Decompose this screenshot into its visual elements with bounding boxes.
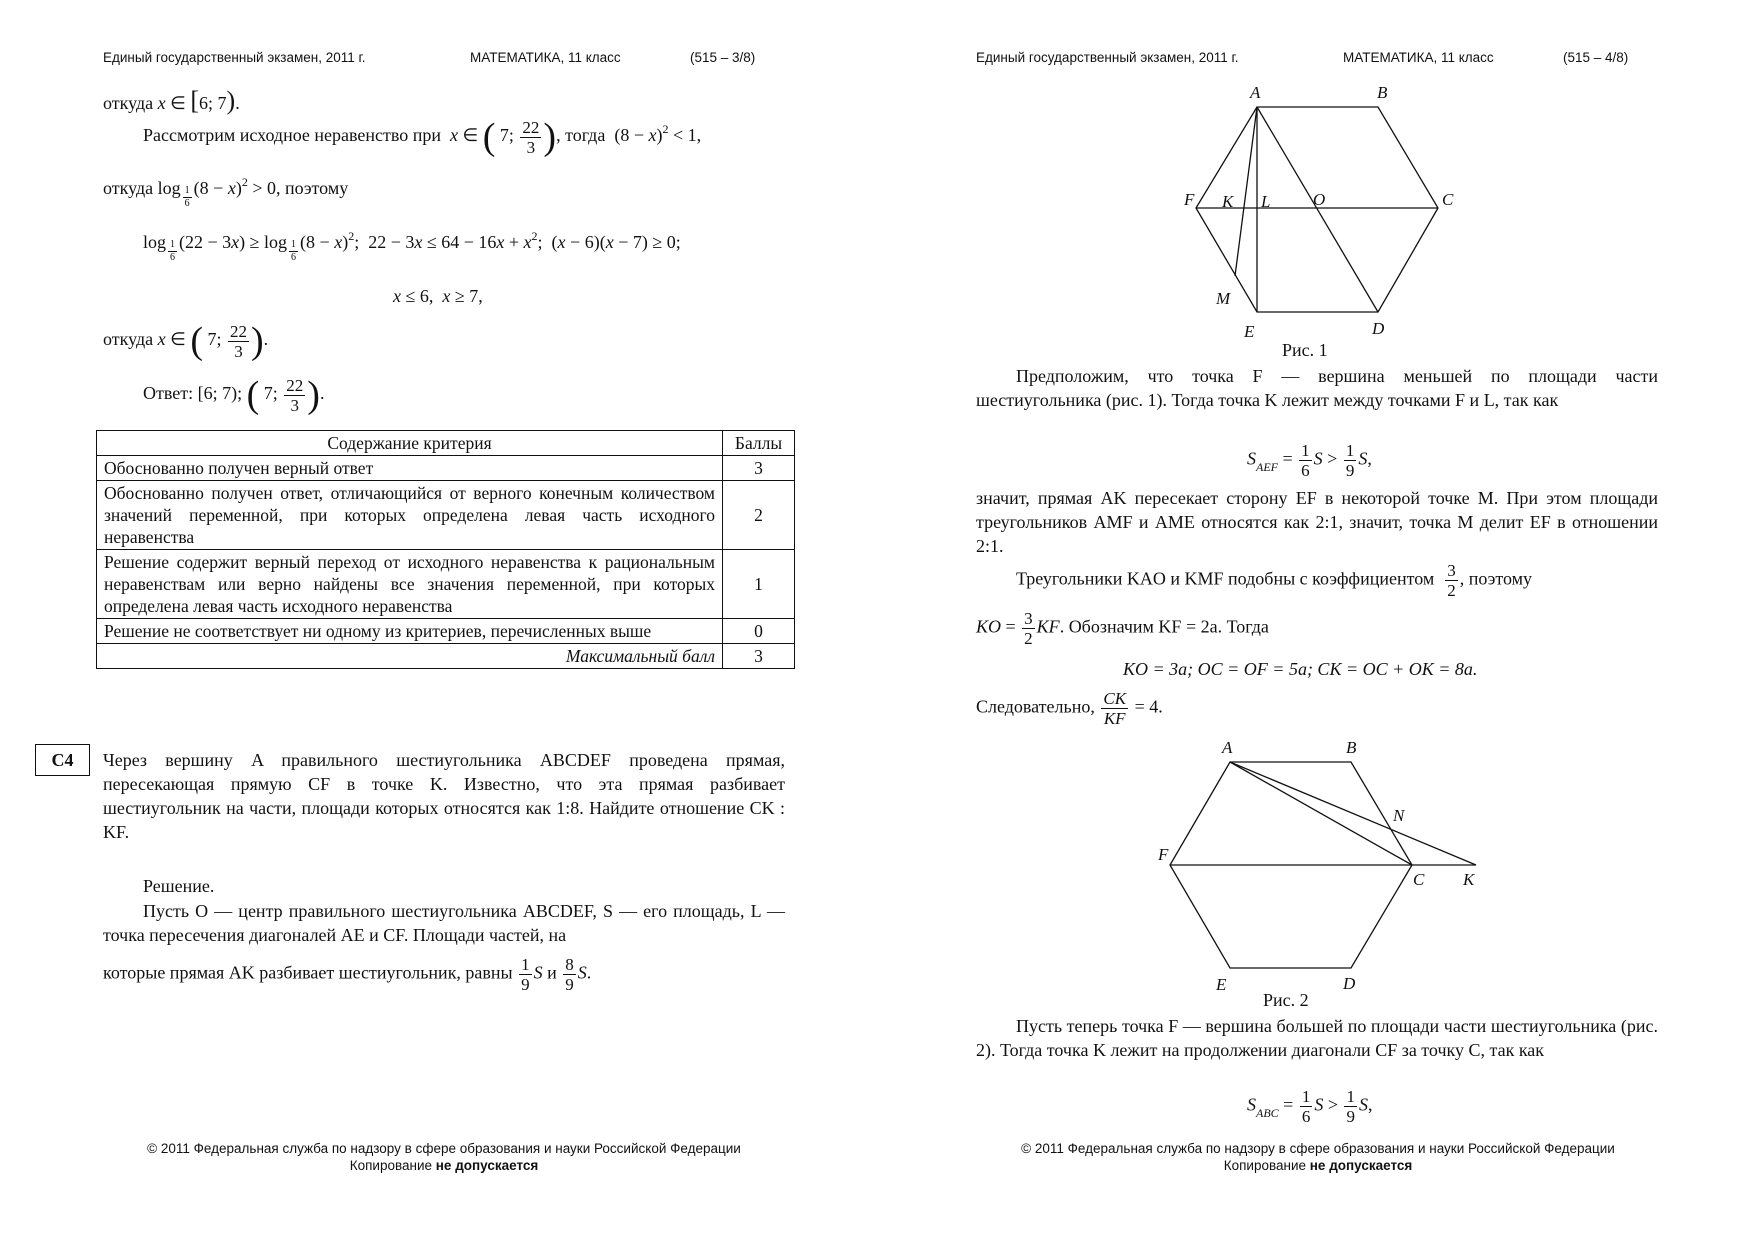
fig1-diagonal-ad <box>1257 107 1378 312</box>
fig2-label-a: A <box>1222 738 1233 757</box>
fig2-label-e: E <box>1216 975 1227 994</box>
criteria-max-label: Максимальный балл <box>97 644 723 669</box>
fig1-label-k: K <box>1222 192 1234 211</box>
fig1-label-o: O <box>1313 190 1326 209</box>
criteria-max-score: 3 <box>723 644 795 669</box>
task-label: C4 <box>35 744 90 776</box>
fig2-label-b: B <box>1346 738 1357 757</box>
criteria-score: 1 <box>723 550 795 619</box>
right-paragraph-5: Пусть теперь точка F — вершина большей по площади части шестиугольника (рис. 2). Тогда точка K лежит на продолжении диагонали CF за точку C, так как <box>976 1016 1658 1060</box>
criteria-table <box>96 430 795 669</box>
fig2-line-ak <box>1230 762 1476 865</box>
right-paragraph-2: значит, прямая AK пересекает сторону EF в некоторой точке M. При этом площади треугольников AMF и AME относятся как 2:1, значит, точка M делит EF в отношении 2:1. <box>976 488 1658 556</box>
right-paragraph-4: KO = $\frac{3}{2}$ KF. Обозначим KF = 2a. Тогда <box>976 609 1269 648</box>
left-line-6: откуда x ∈ ( 7; $\frac{22}{3}$ ). <box>103 320 269 362</box>
criteria-score: 3 <box>723 456 795 481</box>
fig2-diagonal-ac <box>1230 762 1412 865</box>
fig2-label-d: D <box>1343 974 1356 993</box>
criteria-text: Обоснованно получен ответ, отличающийся от верного конечным количеством значений переменной, при которых определена левая часть исходного неравенства <box>97 481 723 550</box>
left-line-5-solution-set: x ≤ 6, x ≥ 7, <box>393 286 483 306</box>
table-row <box>97 481 795 550</box>
fig1-label-e: E <box>1244 322 1255 341</box>
solution-paragraph-2: которые прямая AK разбивает шестиугольник, равны $\frac{1}{9}$ S и $\frac{8}{9}$ S. <box>103 955 592 994</box>
figure-2-hexagon <box>1150 735 1490 1010</box>
solution-paragraph-1: Пусть O — центр правильного шестиугольника ABCDEF, S — его площадь, L — точка пересечения диагоналей AE и CF. Площади частей, на <box>103 901 785 945</box>
fig2-caption: Рис. 2 <box>1263 990 1309 1010</box>
right-header-exam: Единый государственный экзамен, 2011 г. <box>976 50 1239 65</box>
fig1-label-m: M <box>1216 289 1231 308</box>
right-footer-copyright: © 2011 Федеральная служба по надзору в сфере образования и науки Российской Федерации <box>1021 1141 1615 1156</box>
left-header-code: (515 – 3/8) <box>690 50 756 65</box>
fig2-label-c: C <box>1413 870 1425 889</box>
fig2-label-f: F <box>1158 845 1169 864</box>
right-conclusion: Следовательно, $\frac{CK}{KF}$ = 4. <box>976 689 1163 728</box>
fig1-label-f: F <box>1184 190 1195 209</box>
solution-title: Решение. <box>143 876 215 896</box>
left-footer-copyright: © 2011 Федеральная служба по надзору в сфере образования и науки Российской Федерации <box>147 1141 741 1156</box>
right-paragraph-1: Предположим, что точка F — вершина меньшей по площади части шестиугольника (рис. 1). Тогда точка K лежит между точками F и L, так как <box>976 366 1658 410</box>
criteria-text: Решение не соответствует ни одному из критериев, перечисленных выше <box>97 619 723 644</box>
left-line-2: Рассмотрим исходное неравенство при x ∈ ( 7; $\frac{22}{3}$ ), тогда $(8 - x)^2 < 1$, <box>143 116 702 158</box>
criteria-header-row <box>97 431 795 456</box>
right-footer-copy-notice: Копирование не допускается <box>1223 1158 1413 1173</box>
fig1-label-c: C <box>1442 190 1454 209</box>
fig1-label-l: L <box>1261 192 1271 211</box>
criteria-header-score: Баллы <box>723 431 795 456</box>
criteria-score: 0 <box>723 619 795 644</box>
right-header-code: (515 – 4/8) <box>1563 50 1629 65</box>
right-equation-line: KO = 3a; OC = OF = 5a; CK = OC + OK = 8a. <box>1123 659 1478 679</box>
right-paragraph-3: Треугольники KAO и KMF подобны с коэффициентом $\frac{3}{2}$ , поэтому <box>1016 561 1533 600</box>
left-line-1: откуда x ∈ [6; 7). <box>103 86 240 115</box>
left-line-3: откуда log $_{\frac{1}{6}}$ $(8 - x)^2 > 0$, поэтому <box>103 175 349 209</box>
left-header-exam: Единый государственный экзамен, 2011 г. <box>103 50 366 65</box>
right-header-subject: МАТЕМАТИКА, 11 класс <box>1343 50 1494 65</box>
fig1-label-b: B <box>1377 83 1388 102</box>
table-row <box>97 456 795 481</box>
fig2-label-n: N <box>1393 806 1405 825</box>
fig1-label-a: A <box>1250 83 1261 102</box>
fig2-label-k: K <box>1463 870 1475 889</box>
criteria-header-content: Содержание критерия <box>97 431 723 456</box>
table-row <box>97 550 795 619</box>
left-line-4-log-ineq: log $_{\frac{1}{6}}$ (22 − 3x) ≥ log $_{\frac{1}{6}}$ $(8 - x)^2$; $22 - 3x \le 64 - 16x + x^2$; (x − 6)(x − 7) ≥ 0; <box>143 229 681 263</box>
left-footer <box>94 1140 794 1174</box>
fig1-caption: Рис. 1 <box>1282 340 1328 360</box>
criteria-text: Обоснованно получен верный ответ <box>97 456 723 481</box>
left-answer: Ответ: [6; 7); ( 7; $\frac{22}{3}$ ). <box>143 374 325 416</box>
criteria-max-row <box>97 644 795 669</box>
left-header-subject: МАТЕМАТИКА, 11 класс <box>470 50 621 65</box>
right-formula-saef: $S_{AEF}$ = $\frac{1}{6}$ S > $\frac{1}{9}$ S, <box>1247 441 1372 480</box>
right-footer <box>968 1140 1668 1174</box>
criteria-score: 2 <box>723 481 795 550</box>
table-row <box>97 619 795 644</box>
figure-1-hexagon <box>1150 80 1454 360</box>
task-text: Через вершину A правильного шестиугольника ABCDEF проведена прямая, пересекающая прямую CF в точке K. Известно, что эта прямая разбивает шестиугольник на части, площади которых относятся как 1:8. Найдите отношение CK : KF. <box>103 750 785 842</box>
criteria-text: Решение содержит верный переход от исходного неравенства к рациональным неравенствам или верно найдены все значения переменной, при которых определена левая часть исходного неравенства <box>97 550 723 619</box>
fig1-line-am <box>1235 107 1257 276</box>
left-footer-copy-notice: Копирование не допускается <box>349 1158 539 1173</box>
fig1-label-d: D <box>1372 319 1385 338</box>
right-formula-sabc: $S_{ABC}$ = $\frac{1}{6}$ S > $\frac{1}{9}$ S, <box>1247 1087 1373 1126</box>
